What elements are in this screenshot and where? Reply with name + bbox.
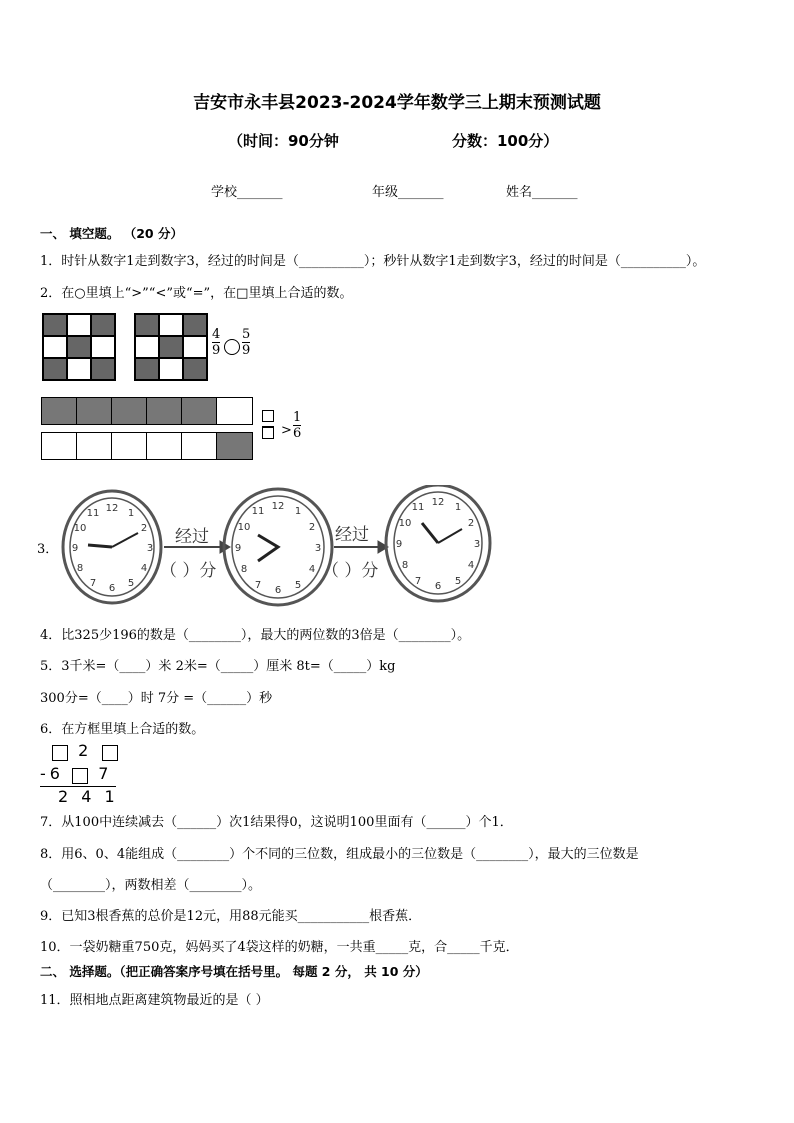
- question-8a: 8．用6、0、4能组成（________）个不同的三位数，组成最小的三位数是（________），最大的三位数是: [40, 847, 639, 862]
- page-title: 吉安市永丰县2023-2024学年数学三上期末预测试题: [193, 93, 601, 113]
- arrow-1-blank: （ ）分: [160, 561, 217, 581]
- question-5b: 300分=（____）时 7分 =（______）秒: [40, 691, 273, 706]
- school-field: 学校_______: [211, 185, 283, 200]
- svg-text:3: 3: [146, 543, 154, 554]
- svg-text:6: 6: [108, 583, 116, 594]
- question-3-number: 3．: [37, 542, 59, 557]
- svg-text:8: 8: [401, 560, 409, 571]
- fraction-left: $\frac{4}{9}$: [212, 327, 221, 358]
- svg-text:4: 4: [467, 560, 475, 571]
- svg-text:8: 8: [76, 563, 84, 574]
- svg-text:2: 2: [308, 522, 316, 533]
- svg-text:3: 3: [473, 539, 481, 550]
- arrow-2-blank: （ ）分: [322, 561, 379, 581]
- section-1-heading: 一、 填空题。 （20 分）: [40, 226, 183, 241]
- svg-text:12: 12: [105, 503, 119, 514]
- svg-text:6: 6: [274, 585, 282, 596]
- subtraction-result: 2 4 1: [58, 787, 119, 806]
- svg-text:11: 11: [251, 506, 265, 517]
- question-4: 4．比325少196的数是（________），最大的两位数的3倍是（________）。: [40, 628, 471, 643]
- svg-text:7: 7: [414, 576, 422, 587]
- numerator-box[interactable]: [262, 410, 274, 422]
- subtraction-middle-row: -6 7: [40, 764, 113, 783]
- clock-3: [386, 485, 490, 601]
- fraction-right: $\frac{5}{9}$: [242, 327, 251, 358]
- svg-text:4: 4: [140, 563, 148, 574]
- svg-text:1: 1: [454, 502, 462, 513]
- fraction-blank: [262, 410, 274, 443]
- clock-diagram: [60, 485, 500, 610]
- arrow-1-label: 经过: [175, 527, 209, 547]
- svg-text:5: 5: [127, 578, 135, 589]
- exam-score: 分数：100分）: [452, 132, 559, 150]
- svg-text:3: 3: [314, 543, 322, 554]
- svg-text:10: 10: [398, 518, 412, 529]
- svg-text:6: 6: [434, 581, 442, 592]
- fraction-one-sixth: $\frac{1}{6}$: [293, 410, 302, 441]
- svg-text:1: 1: [294, 506, 302, 517]
- svg-text:4: 4: [308, 564, 316, 575]
- svg-text:12: 12: [431, 497, 445, 508]
- svg-text:10: 10: [237, 522, 251, 533]
- top-left-box[interactable]: [52, 745, 68, 761]
- top-right-box[interactable]: [102, 745, 118, 761]
- question-10: 10．一袋奶糖重750克，妈妈买了4袋这样的奶糖，一共重_____克，合_____千克．: [40, 940, 519, 955]
- svg-text:8: 8: [240, 564, 248, 575]
- svg-text:2: 2: [467, 518, 475, 529]
- svg-text:1: 1: [127, 508, 135, 519]
- grid-figure-right: [134, 313, 208, 381]
- exam-time: （时间：90分钟: [228, 132, 339, 150]
- greater-sign: >: [281, 423, 292, 438]
- svg-text:11: 11: [86, 508, 100, 519]
- svg-text:5: 5: [454, 576, 462, 587]
- svg-text:7: 7: [89, 578, 97, 589]
- arrow-2-label: 经过: [335, 525, 369, 545]
- svg-text:7: 7: [254, 580, 262, 591]
- svg-text:2: 2: [140, 523, 148, 534]
- question-8b: （________），两数相差（________）。: [40, 878, 262, 893]
- svg-text:12: 12: [271, 501, 285, 512]
- grade-field: 年级_______: [372, 185, 444, 200]
- clock-2: [224, 489, 332, 605]
- clock-1: [63, 491, 161, 603]
- question-2: 2．在○里填上“>”“<”或“=”，在□里填上合适的数。: [40, 286, 353, 301]
- question-6: 6．在方框里填上合适的数。: [40, 722, 205, 737]
- middle-box[interactable]: [72, 768, 88, 784]
- svg-text:9: 9: [234, 543, 242, 554]
- grid-figure-left: [42, 313, 116, 381]
- svg-text:9: 9: [395, 539, 403, 550]
- question-9: 9．已知3根香蕉的总价是12元，用88元能买___________根香蕉．: [40, 909, 422, 924]
- bar-figure-bottom: [41, 432, 253, 460]
- svg-text:11: 11: [411, 502, 425, 513]
- svg-text:5: 5: [294, 580, 302, 591]
- question-1: 1．时针从数字1走到数字3，经过的时间是（__________）；秒针从数字1走到数字3，经过的时间是（__________）。: [40, 254, 706, 269]
- section-2-heading: 二、 选择题。（把正确答案序号填在括号里。 每题 2 分， 共 10 分）: [40, 964, 428, 979]
- question-11: 11．照相地点距离建筑物最近的是（ ）: [40, 993, 269, 1008]
- svg-text:10: 10: [73, 523, 87, 534]
- name-field: 姓名_______: [506, 185, 578, 200]
- bar-figure-top: [41, 397, 253, 425]
- question-5a: 5．3千米=（____）米 2米=（_____）厘米 8t=（_____）kg: [40, 659, 396, 674]
- denominator-box[interactable]: [262, 427, 274, 439]
- subtraction-top-row: 2: [52, 741, 118, 761]
- svg-text:9: 9: [71, 543, 79, 554]
- compare-circle[interactable]: [224, 339, 240, 355]
- question-7: 7．从100中连续减去（______）次1结果得0，这说明100里面有（______）个1．: [40, 815, 513, 830]
